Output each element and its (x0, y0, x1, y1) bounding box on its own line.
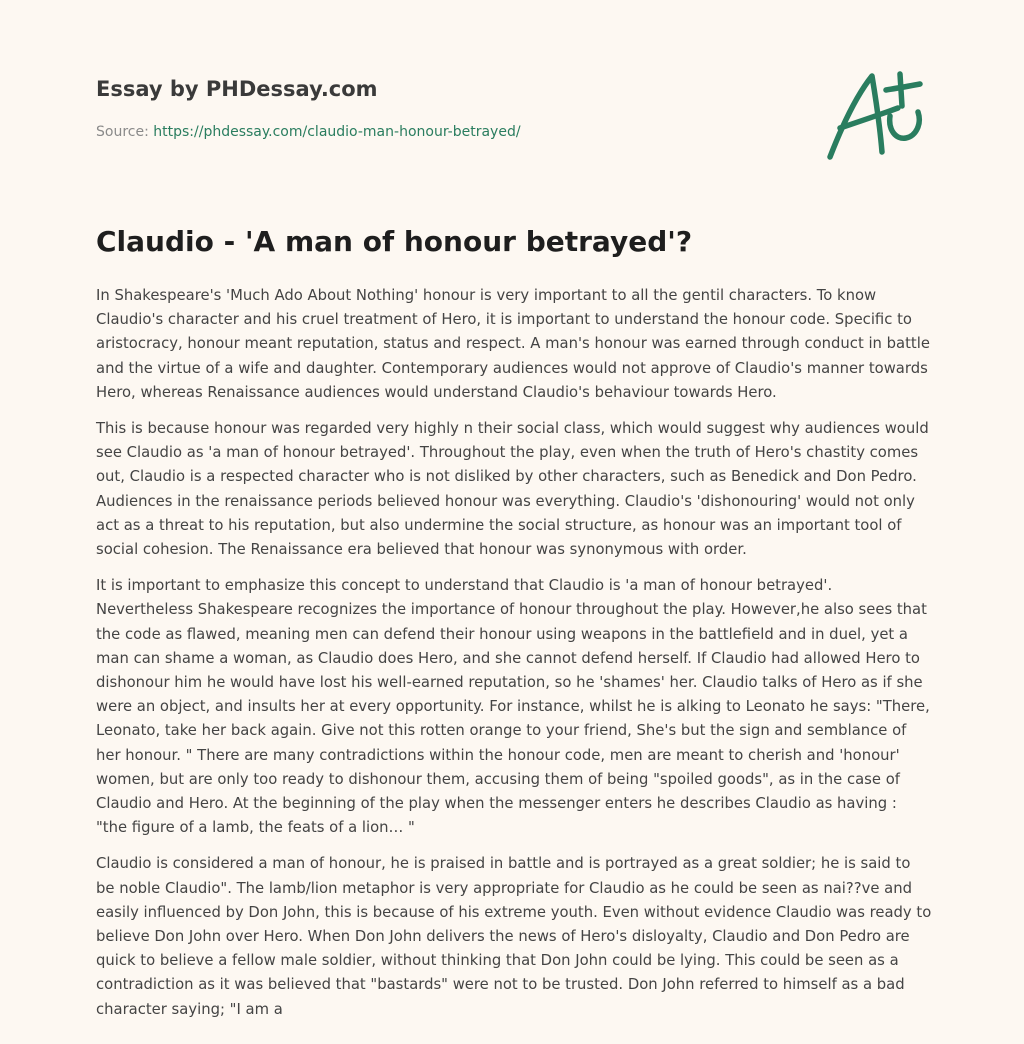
source-line (96, 122, 796, 142)
source-label: Source: (96, 124, 149, 140)
essay-paragraph: This is because honour was regarded very highly n their social class, which would suggest why audiences would see Claudio as 'a man of honour betrayed'. Throughout the play, even when the truth of Hero's chastity comes out, Claudio is a respected character who is not disliked by other characters, such as Benedick and Don Pedro. Audiences in the renaissance periods believed honour was everything. Claudio's 'dishonouring' would not only act as a threat to his reputation, but also undermine the social structure, as honour was an important tool of social cohesion. The Renaissance era believed that honour was synonymous with order. (96, 420, 929, 559)
a-plus-grade-icon (820, 64, 930, 164)
source-link[interactable]: https://phdessay.com/claudio-man-honour-betrayed/ (153, 124, 521, 140)
site-brand: Essay by PHDessay.com (96, 77, 378, 101)
page-header (96, 74, 796, 142)
essay-paragraph: Claudio is considered a man of honour, he is praised in battle and is portrayed as a great soldier; he is said to be noble Claudio". The lamb/lion metaphor is very appropriate for Claudio as he could be seen as nai??ve and easily influenced by Don John, this is because of his extreme youth. Even without evidence Claudio was ready to believe Don John over Hero. When Don John delivers the news of Hero's disloyalty, Claudio and Don Pedro are quick to believe a fellow male soldier, without thinking that Don John could be lying. This could be seen as a contradiction as it was believed that "bastards" were not to be trusted. Don John referred to himself as a bad character saying; "I am a (96, 855, 932, 1018)
essay-paragraph: It is important to emphasize this concept to understand that Claudio is 'a man of honour betrayed'. Nevertheless Shakespeare recognizes the importance of honour throughout the play. However,he also sees that the code as flawed, meaning men can defend their honour using weapons in the battlefield and in duel, yet a man can shame a woman, as Claudio does Hero, and she cannot defend herself. If Claudio had allowed Hero to dishonour him he would have lost his well-earned reputation, so he 'shames' her. Claudio talks of Hero as if she were an object, and insults her at every opportunity. For instance, whilst he is alking to Leonato he says: "There, Leonato, take her back again. Give not this rotten orange to your friend, She's but the sign and semblance of her honour. " There are many contradictions within the honour code, men are meant to cherish and 'honour' women, but are only too ready to dishonour them, accusing them of being "spoiled goods", as in the case of Claudio and Hero. At the beginning of the play when the messenger enters he describes Claudio as having : "the figure of a lamb, the feats of a lion… " (96, 577, 930, 837)
essay-paragraph: In Shakespeare's 'Much Ado About Nothing' honour is very important to all the gentil characters. To know Claudio's character and his cruel treatment of Hero, it is important to understand the honour code. Specific to aristocracy, honour meant reputation, status and respect. A man's honour was earned through conduct in battle and the virtue of a wife and daughter. Contemporary audiences would not approve of Claudio's manner towards Hero, whereas Renaissance audiences would understand Claudio's behaviour towards Hero. (96, 287, 930, 401)
essay-title: Claudio - 'A man of honour betrayed'? (96, 225, 693, 258)
essay-body (96, 284, 932, 1034)
